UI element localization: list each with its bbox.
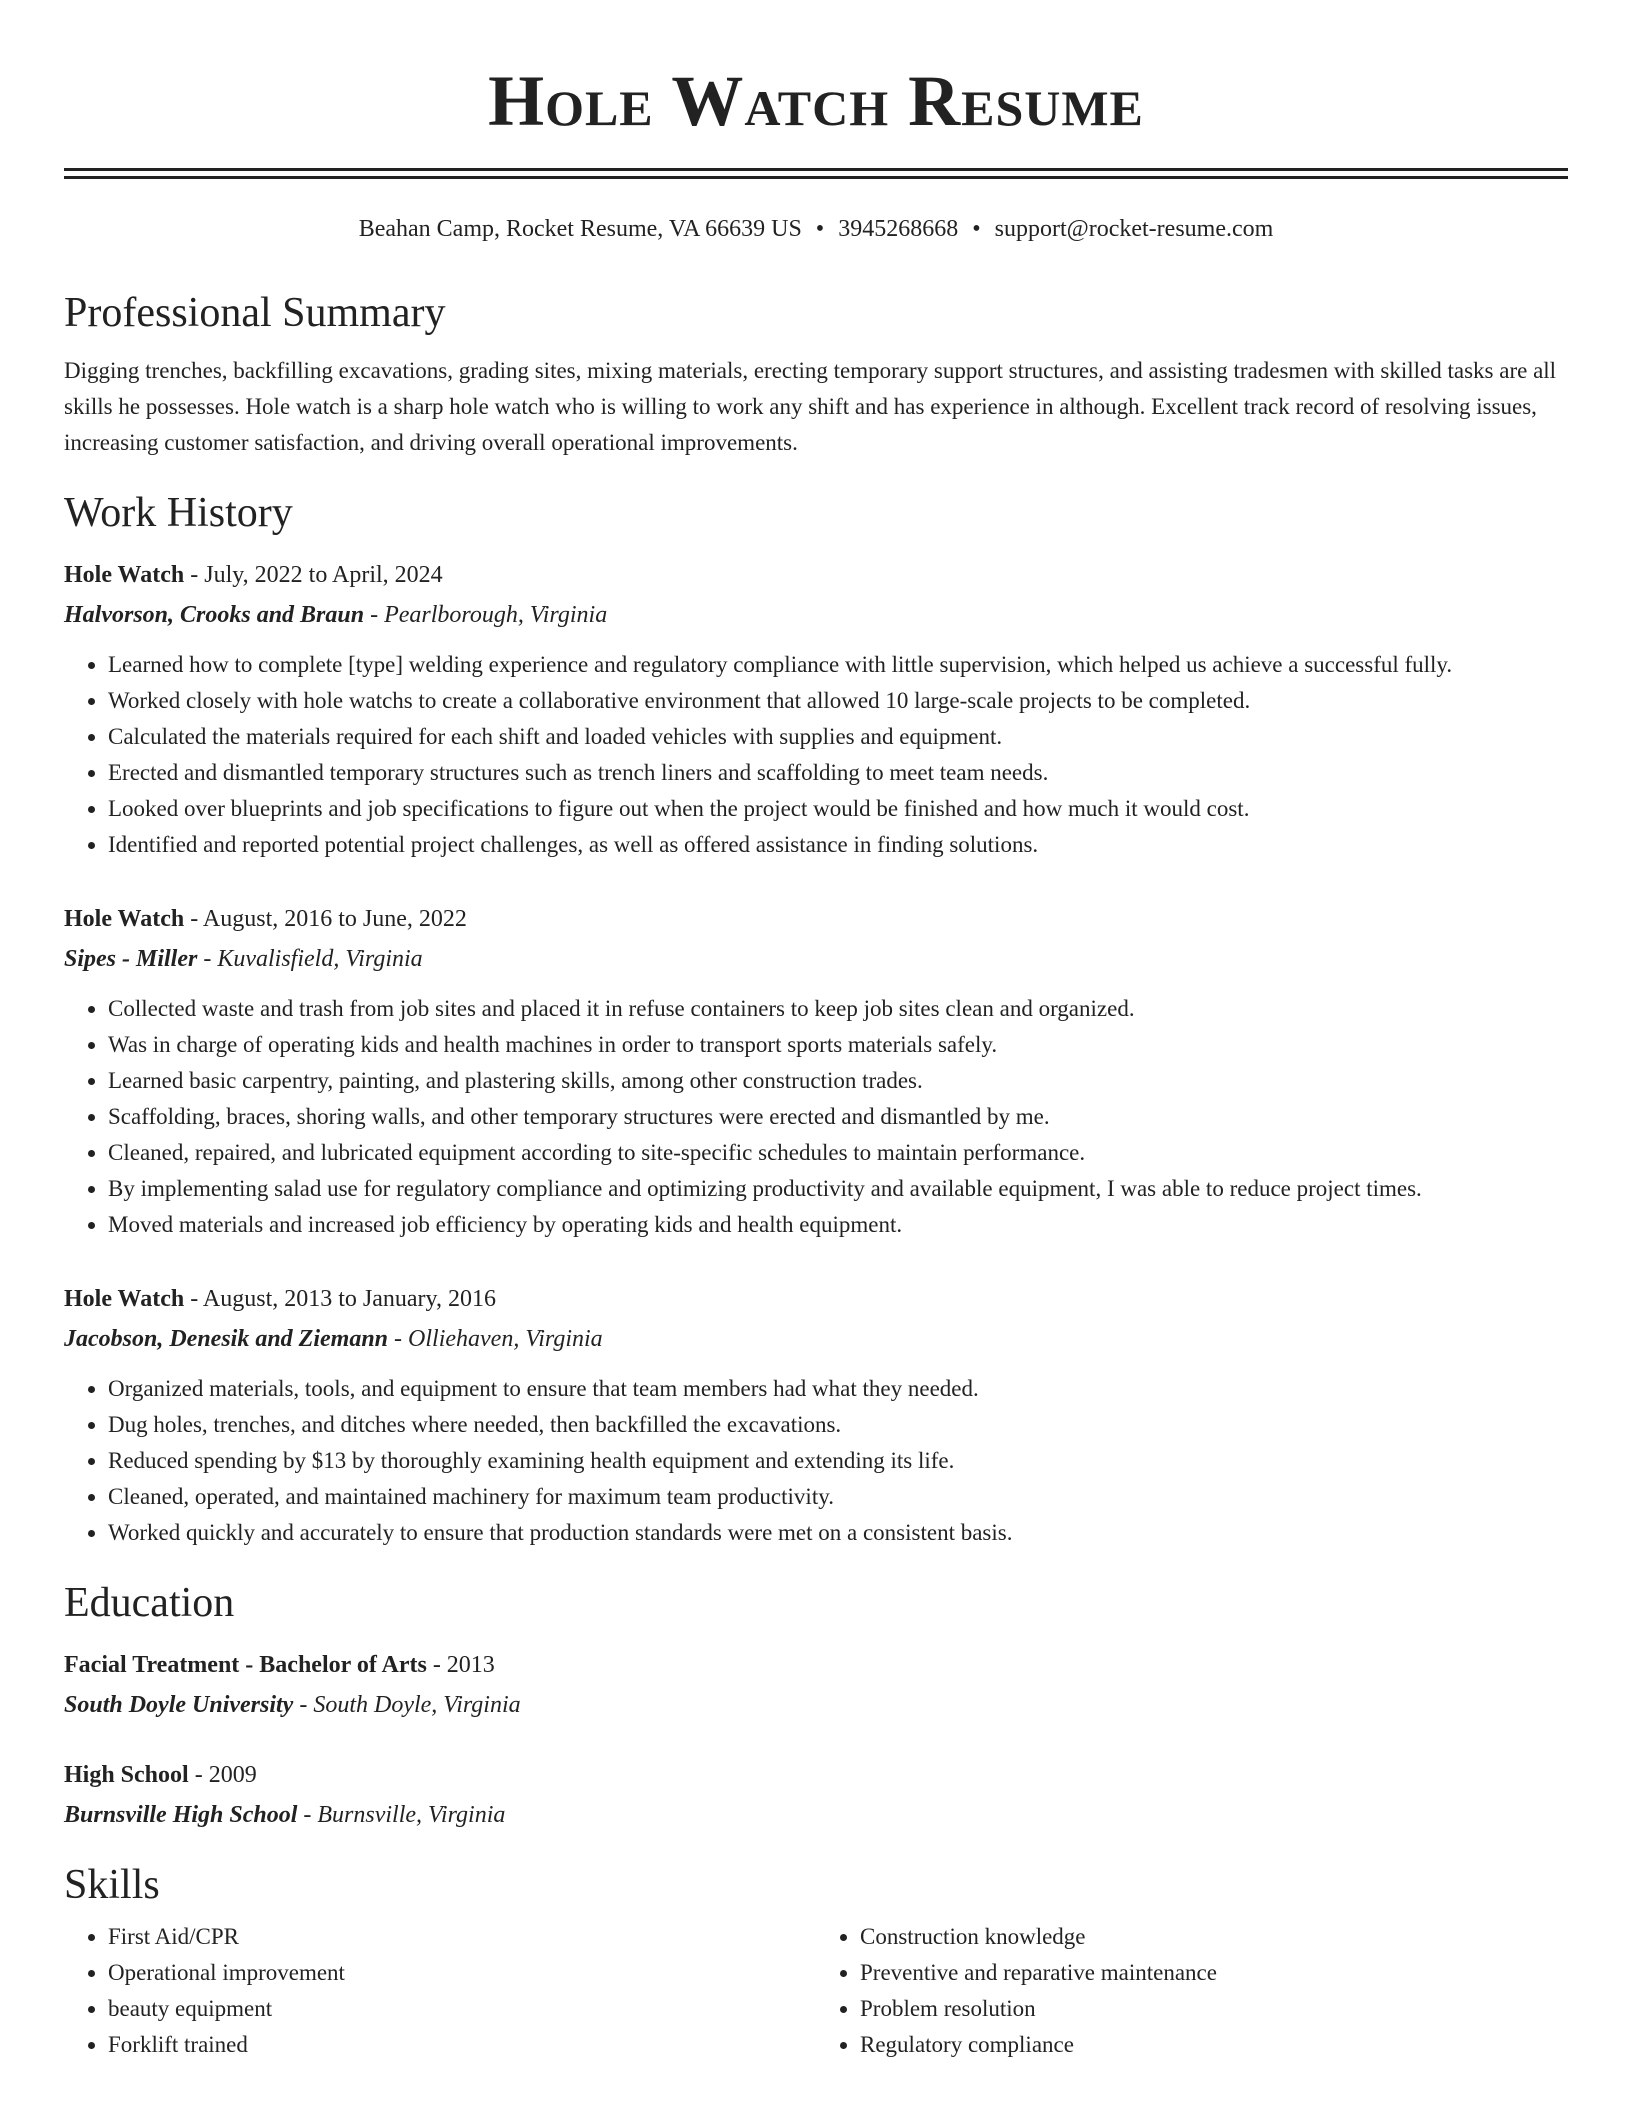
employer-line [64, 939, 1568, 979]
job-bullet: • Cleaned, operated, and maintained machinery for maximum team productivity. [108, 1479, 1568, 1515]
job-bullet: • Was in charge of operating kids and health machines in order to transport sports materials safely. [108, 1027, 1568, 1063]
job-title: Hole Watch [64, 562, 185, 588]
skill-item: • Operational improvement [108, 1955, 816, 1991]
contact-separator: • [972, 216, 981, 242]
skill-item: • Forklift trained [108, 2027, 816, 2063]
school-name: South Doyle University [64, 1692, 294, 1718]
summary-text: Digging trenches, backfilling excavations, grading sites, mixing materials, erecting temporary support structures, and assisting tradesmen with skilled tasks are all skills he possesses. Hole watch is a sharp hole watch who is willing to work any shift and has experience in although. Excellent track record of resolving issues, increasing customer satisfaction, and driving overall operational improvements. [64, 358, 1557, 455]
contact-phone: 3945268668 [838, 216, 959, 242]
job-bullet: • Worked closely with hole watchs to create a collaborative environment that allowed 10 large-scale projects to be completed. [108, 683, 1568, 719]
contact-line [64, 213, 1568, 245]
skill-item: • Problem resolution [860, 1991, 1568, 2027]
job-dates: - August, 2013 to January, 2016 [184, 1286, 496, 1312]
employer-name: Halvorson, Crooks and Braun [64, 602, 365, 628]
job-bullet: • Collected waste and trash from job sites and placed it in refuse containers to keep job sites clean and organized. [108, 991, 1568, 1027]
school-name: Burnsville High School [64, 1802, 298, 1828]
graduation-year: - 2009 [188, 1762, 257, 1788]
job-bullet: • By implementing salad use for regulatory compliance and optimizing productivity and available equipment, I was able to reduce project times. [108, 1171, 1568, 1207]
skill-item: • beauty equipment [108, 1991, 816, 2027]
degree-name: High School [64, 1762, 189, 1788]
job-bullet: • Identified and reported potential project challenges, as well as offered assistance in finding solutions. [108, 827, 1568, 863]
employer-location: - Olliehaven, Virginia [388, 1326, 603, 1352]
job-bullets [64, 991, 1568, 1243]
resume-title: Hole Watch Resume [488, 61, 1144, 141]
degree-line [64, 1645, 1568, 1685]
job-dates: - July, 2022 to April, 2024 [184, 562, 443, 588]
summary-heading: Professional Summary [64, 290, 446, 336]
degree-line [64, 1755, 1568, 1795]
job-bullet: • Looked over blueprints and job specifications to figure out when the project would be finished and how much it would cost. [108, 791, 1568, 827]
job-bullets [64, 1371, 1568, 1551]
contact-email: support@rocket-resume.com [994, 216, 1274, 242]
employer-name: Jacobson, Denesik and Ziemann [64, 1326, 389, 1352]
skills-column-right [816, 1919, 1568, 2063]
employer-line [64, 1319, 1568, 1359]
skill-item: • First Aid/CPR [108, 1919, 816, 1955]
education-heading: Education [64, 1580, 235, 1626]
skill-item: • Construction knowledge [860, 1919, 1568, 1955]
education-entry [64, 1645, 1568, 1725]
job-bullet: • Learned basic carpentry, painting, and plastering skills, among other construction trades. [108, 1063, 1568, 1099]
graduation-year: - 2013 [426, 1652, 495, 1678]
job-entry [64, 1279, 1568, 1551]
job-dates: - August, 2016 to June, 2022 [184, 906, 467, 932]
school-location: - South Doyle, Virginia [293, 1692, 521, 1718]
school-line [64, 1795, 1568, 1835]
employer-location: - Kuvalisfield, Virginia [197, 946, 423, 972]
employer-location: - Pearlborough, Virginia [364, 602, 608, 628]
contact-address: Beahan Camp, Rocket Resume, VA 66639 US [358, 216, 802, 242]
job-entry [64, 899, 1568, 1243]
job-bullet: • Moved materials and increased job efficiency by operating kids and health equipment. [108, 1207, 1568, 1243]
job-bullets [64, 647, 1568, 863]
job-title-line [64, 899, 1568, 939]
school-location: - Burnsville, Virginia [297, 1802, 506, 1828]
job-bullet: • Reduced spending by $13 by thoroughly examining health equipment and extending its life. [108, 1443, 1568, 1479]
degree-name: Facial Treatment - Bachelor of Arts [64, 1652, 427, 1678]
skills-column-left [64, 1919, 816, 2063]
job-bullet: • Cleaned, repaired, and lubricated equipment according to site-specific schedules to maintain performance. [108, 1135, 1568, 1171]
job-bullet: • Calculated the materials required for each shift and loaded vehicles with supplies and equipment. [108, 719, 1568, 755]
skills-grid [64, 1919, 1568, 2063]
employer-line [64, 595, 1568, 635]
skill-item: • Regulatory compliance [860, 2027, 1568, 2063]
job-bullet: • Scaffolding, braces, shoring walls, and other temporary structures were erected and dismantled by me. [108, 1099, 1568, 1135]
skills-heading: Skills [64, 1862, 160, 1908]
job-bullet: • Dug holes, trenches, and ditches where needed, then backfilled the excavations. [108, 1407, 1568, 1443]
job-entry [64, 555, 1568, 863]
job-title-line [64, 1279, 1568, 1319]
job-title: Hole Watch [64, 906, 185, 932]
contact-separator: • [815, 216, 825, 242]
job-bullet: • Organized materials, tools, and equipment to ensure that team members had what they needed. [108, 1371, 1568, 1407]
title-double-rule [64, 168, 1568, 179]
job-bullet: • Worked quickly and accurately to ensure that production standards were met on a consistent basis. [108, 1515, 1568, 1551]
work-history-heading: Work History [64, 490, 293, 536]
school-line [64, 1685, 1568, 1725]
employer-name: Sipes - Miller [64, 946, 198, 972]
job-bullet: • Learned how to complete [type] welding experience and regulatory compliance with little supervision, which helped us achieve a successful fully. [108, 647, 1568, 683]
job-title-line [64, 555, 1568, 595]
education-entry [64, 1755, 1568, 1835]
job-bullet: • Erected and dismantled temporary structures such as trench liners and scaffolding to meet team needs. [108, 755, 1568, 791]
skill-item: • Preventive and reparative maintenance [860, 1955, 1568, 1991]
job-title: Hole Watch [64, 1286, 185, 1312]
